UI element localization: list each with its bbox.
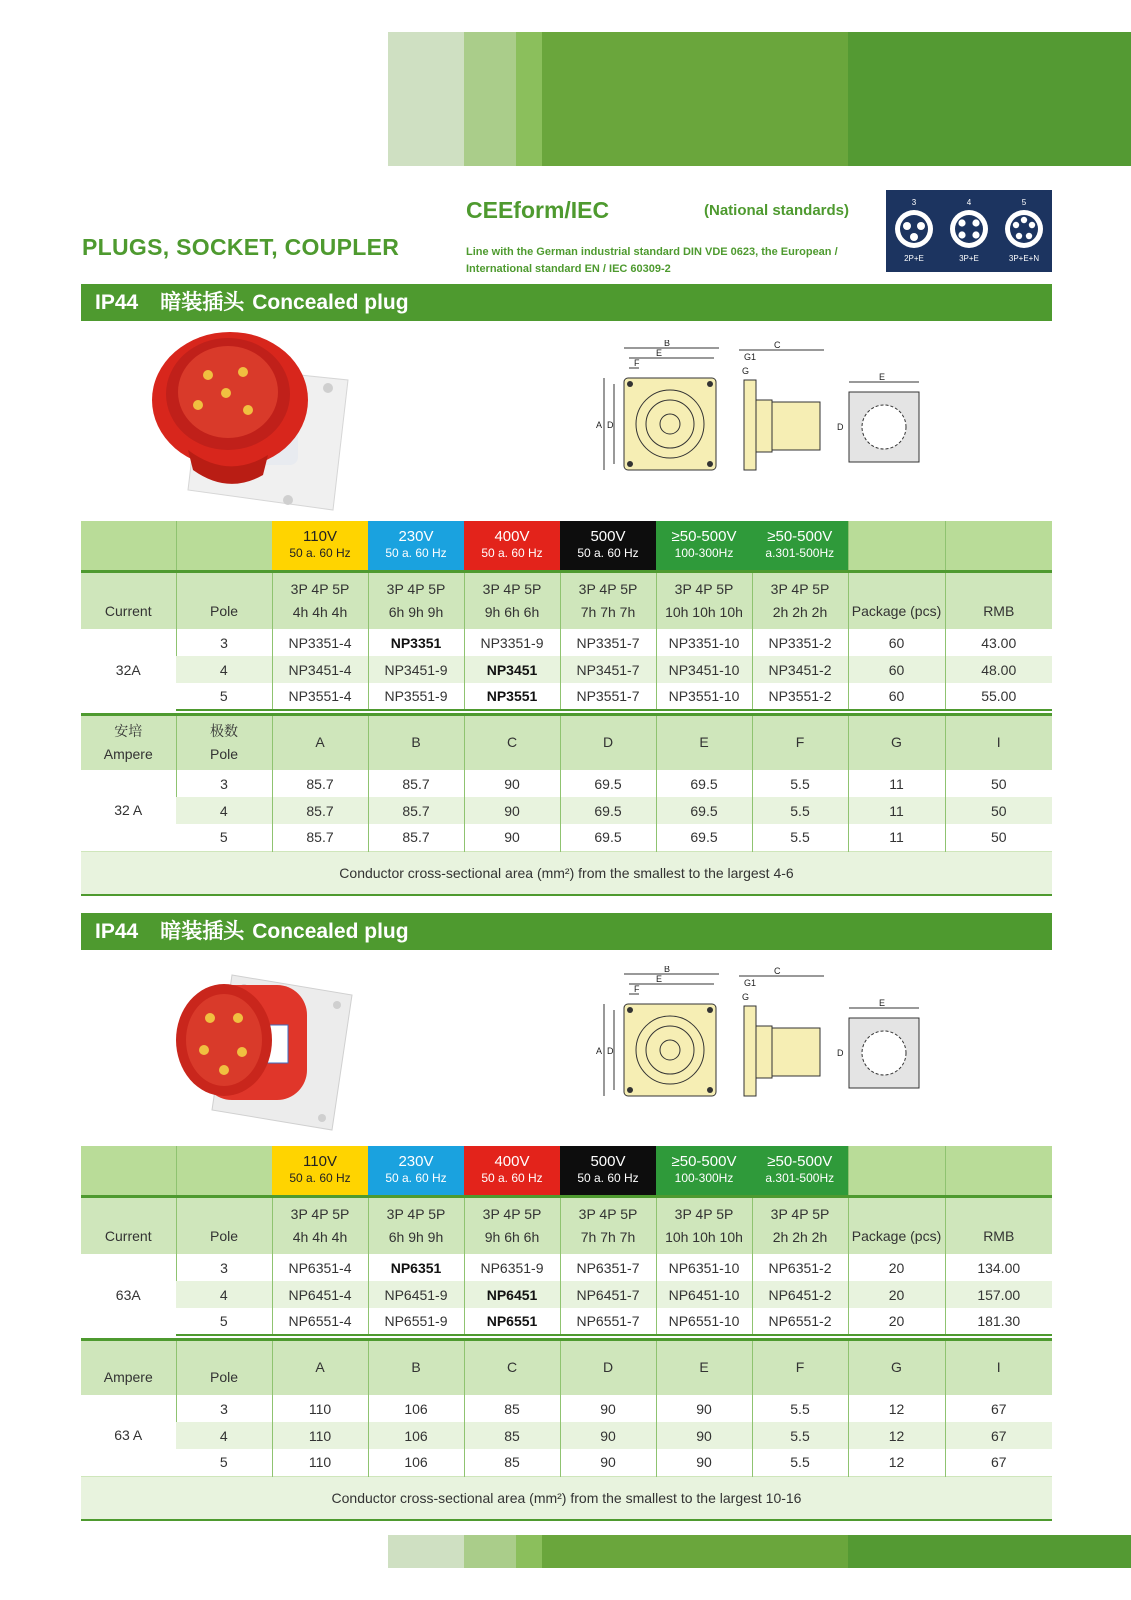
svg-text:D: D: [607, 1046, 614, 1056]
concealed-plug-63a-image: [172, 960, 362, 1135]
table-row: 32 A 3 85.7 85.7 90 69.5 69.5 5.5 11 50: [81, 770, 1052, 797]
section-1-header: IP44 暗装插头 Concealed plug: [81, 284, 1052, 321]
voltage-50-500v-high: ≥50-500V a.301-500Hz: [752, 1146, 848, 1196]
svg-text:G1: G1: [744, 978, 757, 988]
socket-config-5pin: 5 3P+E+N: [1002, 198, 1046, 263]
svg-text:G1: G1: [744, 352, 757, 362]
svg-text:F: F: [634, 358, 640, 368]
voltage-230v: 230V 50 a. 60 Hz: [368, 521, 464, 571]
svg-text:E: E: [656, 348, 663, 358]
table-row: 5 85.7 85.7 90 69.5 69.5 5.5 11 50: [81, 824, 1052, 851]
svg-text:B: B: [664, 966, 671, 974]
voltage-400v: 400V 50 a. 60 Hz: [464, 521, 560, 571]
voltage-110v: 110V 50 a. 60 Hz: [272, 521, 368, 571]
svg-text:B: B: [664, 340, 671, 348]
price-table-63a: [81, 1146, 1052, 1521]
svg-text:G: G: [742, 992, 750, 1002]
svg-text:E: E: [879, 372, 886, 382]
dimension-drawing-63a: [594, 966, 944, 1111]
socket-config-3pin: 3 2P+E: [892, 198, 936, 263]
voltage-230v: 230V 50 a. 60 Hz: [368, 1146, 464, 1196]
dimension-header-row: 安培 Ampere 极数 Pole A B C D E F G I: [81, 714, 1052, 770]
table-row: 32A 3 NP3351-4 NP3351 NP3351-9 NP3351-7 NP3351-10 NP3351-2 60 43.00: [81, 629, 1052, 656]
dimension-header-row: Ampere Pole A B C D E F G I: [81, 1339, 1052, 1395]
table-row: 4 85.7 85.7 90 69.5 69.5 5.5 11 50: [81, 797, 1052, 824]
svg-text:E: E: [656, 974, 663, 984]
table-header-row: Current Pole 3P 4P 5P 4h 4h 4h 3P 4P 5P 6h 9h 9h 3P 4P 5P 9h 6h 6h 3P 4P 5P 7h 7h 7h 3P 4P 5P 10h 10h 10h 3P 4P 5P 2h 2h 2h Package (pcs) RMB: [81, 1196, 1052, 1254]
voltage-400v: 400V 50 a. 60 Hz: [464, 1146, 560, 1196]
svg-text:A: A: [596, 1046, 603, 1056]
svg-text:F: F: [634, 984, 640, 994]
concealed-plug-32a-image: [148, 330, 358, 515]
dimension-drawing-32a: [594, 340, 944, 485]
svg-text:G: G: [742, 366, 750, 376]
svg-text:D: D: [837, 1048, 844, 1058]
table-row: 4 110 106 85 90 90 5.5 12 67: [81, 1422, 1052, 1449]
brand-title: PLUGS, SOCKET, COUPLER: [82, 234, 400, 260]
socket-4pin-icon: [948, 208, 990, 250]
svg-text:C: C: [774, 966, 781, 976]
socket-3pin-icon: [893, 208, 935, 250]
socket-config-panel: [886, 190, 1052, 272]
cee-title: CEEform/IEC: [466, 197, 610, 223]
bottom-color-band: [388, 1535, 1131, 1568]
section-2-header: IP44 暗装插头 Concealed plug: [81, 913, 1052, 950]
voltage-50-500v-high: ≥50-500V a.301-500Hz: [752, 521, 848, 571]
national-standards-label: (National standards): [704, 202, 850, 219]
table-row: 63A 3 NP6351-4 NP6351 NP6351-9 NP6351-7 NP6351-10 NP6351-2 20 134.00: [81, 1254, 1052, 1281]
standard-description: Line with the German industrial standard DIN VDE 0623, the European / International standard EN / IEC 60309-2: [466, 246, 838, 275]
table-row: 4 NP3451-4 NP3451-9 NP3451 NP3451-7 NP3451-10 NP3451-2 60 48.00: [81, 656, 1052, 683]
conductor-note: Conductor cross-sectional area (mm²) from the smallest to the largest 10-16: [81, 1476, 1052, 1520]
voltage-110v: 110V 50 a. 60 Hz: [272, 1146, 368, 1196]
table-row: 63 A 3 110 106 85 90 90 5.5 12 67: [81, 1395, 1052, 1422]
socket-config-4pin: 4 3P+E: [947, 198, 991, 263]
voltage-50-500v-low: ≥50-500V 100-300Hz: [656, 1146, 752, 1196]
svg-text:D: D: [837, 422, 844, 432]
socket-5pin-icon: [1003, 208, 1045, 250]
svg-text:C: C: [774, 340, 781, 350]
table-row: 5 110 106 85 90 90 5.5 12 67: [81, 1449, 1052, 1476]
svg-text:E: E: [879, 998, 886, 1008]
conductor-note: Conductor cross-sectional area (mm²) from the smallest to the largest 4-6: [81, 851, 1052, 895]
voltage-500v: 500V 50 a. 60 Hz: [560, 521, 656, 571]
price-table-32a: [81, 521, 1052, 896]
table-row: 5 NP3551-4 NP3551-9 NP3551 NP3551-7 NP3551-10 NP3551-2 60 55.00: [81, 683, 1052, 710]
voltage-500v: 500V 50 a. 60 Hz: [560, 1146, 656, 1196]
svg-text:A: A: [596, 420, 603, 430]
voltage-50-500v-low: ≥50-500V 100-300Hz: [656, 521, 752, 571]
svg-text:D: D: [607, 420, 614, 430]
table-header-row: Current Pole 3P 4P 5P 4h 4h 4h 3P 4P 5P 6h 9h 9h 3P 4P 5P 9h 6h 6h 3P 4P 5P 7h 7h 7h 3P 4P 5P 10h 10h 10h 3P 4P 5P 2h 2h 2h Package (pcs) RMB: [81, 571, 1052, 629]
table-row: 5 NP6551-4 NP6551-9 NP6551 NP6551-7 NP6551-10 NP6551-2 20 181.30: [81, 1308, 1052, 1335]
top-color-band: [388, 32, 1131, 166]
table-row: 4 NP6451-4 NP6451-9 NP6451 NP6451-7 NP6451-10 NP6451-2 20 157.00: [81, 1281, 1052, 1308]
